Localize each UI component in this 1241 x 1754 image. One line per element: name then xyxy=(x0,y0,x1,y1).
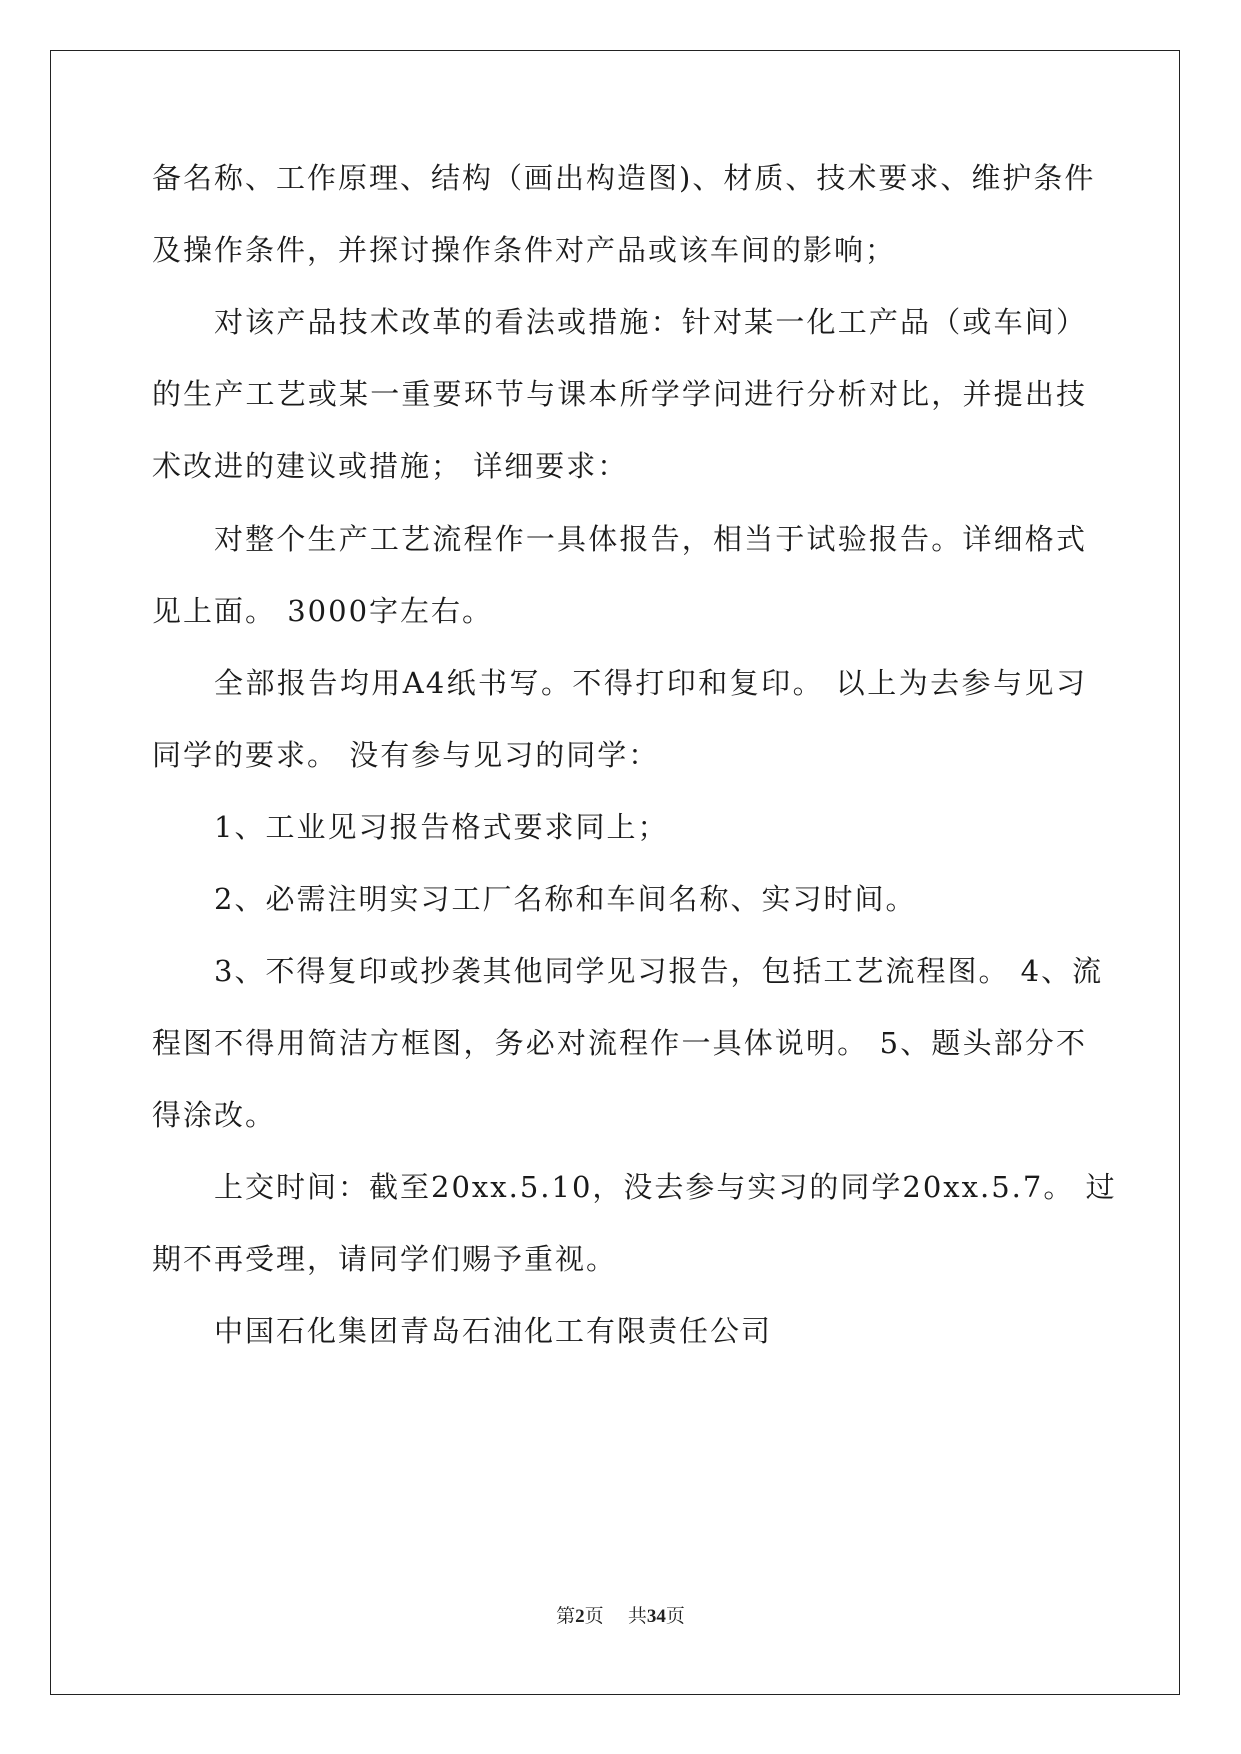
text-line: 见上面。 3000字左右。 xyxy=(152,594,494,628)
text-line: 及操作条件，并探讨操作条件对产品或该车间的影响； xyxy=(152,233,897,267)
current-page-number: 2 xyxy=(575,1606,585,1627)
text-line: 得涂改。 xyxy=(152,1098,277,1132)
text-line: 备名称、工作原理、结构（画出构造图)、材质、技术要求、维护条件 xyxy=(152,161,1096,195)
text-line: 程图不得用简洁方框图，务必对流程作一具体说明。 5、题头部分不 xyxy=(152,1026,1087,1060)
footer-prefix: 第 xyxy=(556,1605,576,1627)
text-line: 全部报告均用A4纸书写。不得打印和复印。 以上为去参与见习 xyxy=(214,666,1087,700)
text-line: 对整个生产工艺流程作一具体报告，相当于试验报告。详细格式 xyxy=(214,522,1087,556)
total-page-count: 34 xyxy=(646,1606,666,1627)
text-line: 的生产工艺或某一重要环节与课本所学学问进行分析对比，并提出技 xyxy=(152,377,1087,411)
text-line: 期不再受理，请同学们赐予重视。 xyxy=(152,1242,618,1276)
text-line: 对该产品技术改革的看法或措施：针对某一化工产品（或车间） xyxy=(214,305,1087,339)
text-line: 同学的要求。 没有参与见习的同学： xyxy=(152,738,660,772)
text-line: 2、必需注明实习工厂名称和车间名称、实习时间。 xyxy=(214,882,917,916)
page-frame xyxy=(50,50,1180,1695)
text-line: 上交时间：截至20xx.5.10，没去参与实习的同学20xx.5.7。 过 xyxy=(214,1170,1117,1204)
page-footer xyxy=(0,1604,1241,1629)
footer-suffix: 页 xyxy=(665,1605,685,1627)
footer-mid: 页 共 xyxy=(584,1605,647,1627)
text-line: 中国石化集团青岛石油化工有限责任公司 xyxy=(214,1314,773,1348)
text-line: 1、工业见习报告格式要求同上； xyxy=(214,810,669,844)
text-line: 3、不得复印或抄袭其他同学见习报告，包括工艺流程图。 4、流 xyxy=(214,954,1104,988)
text-line: 术改进的建议或措施； 详细要求： xyxy=(152,449,629,483)
